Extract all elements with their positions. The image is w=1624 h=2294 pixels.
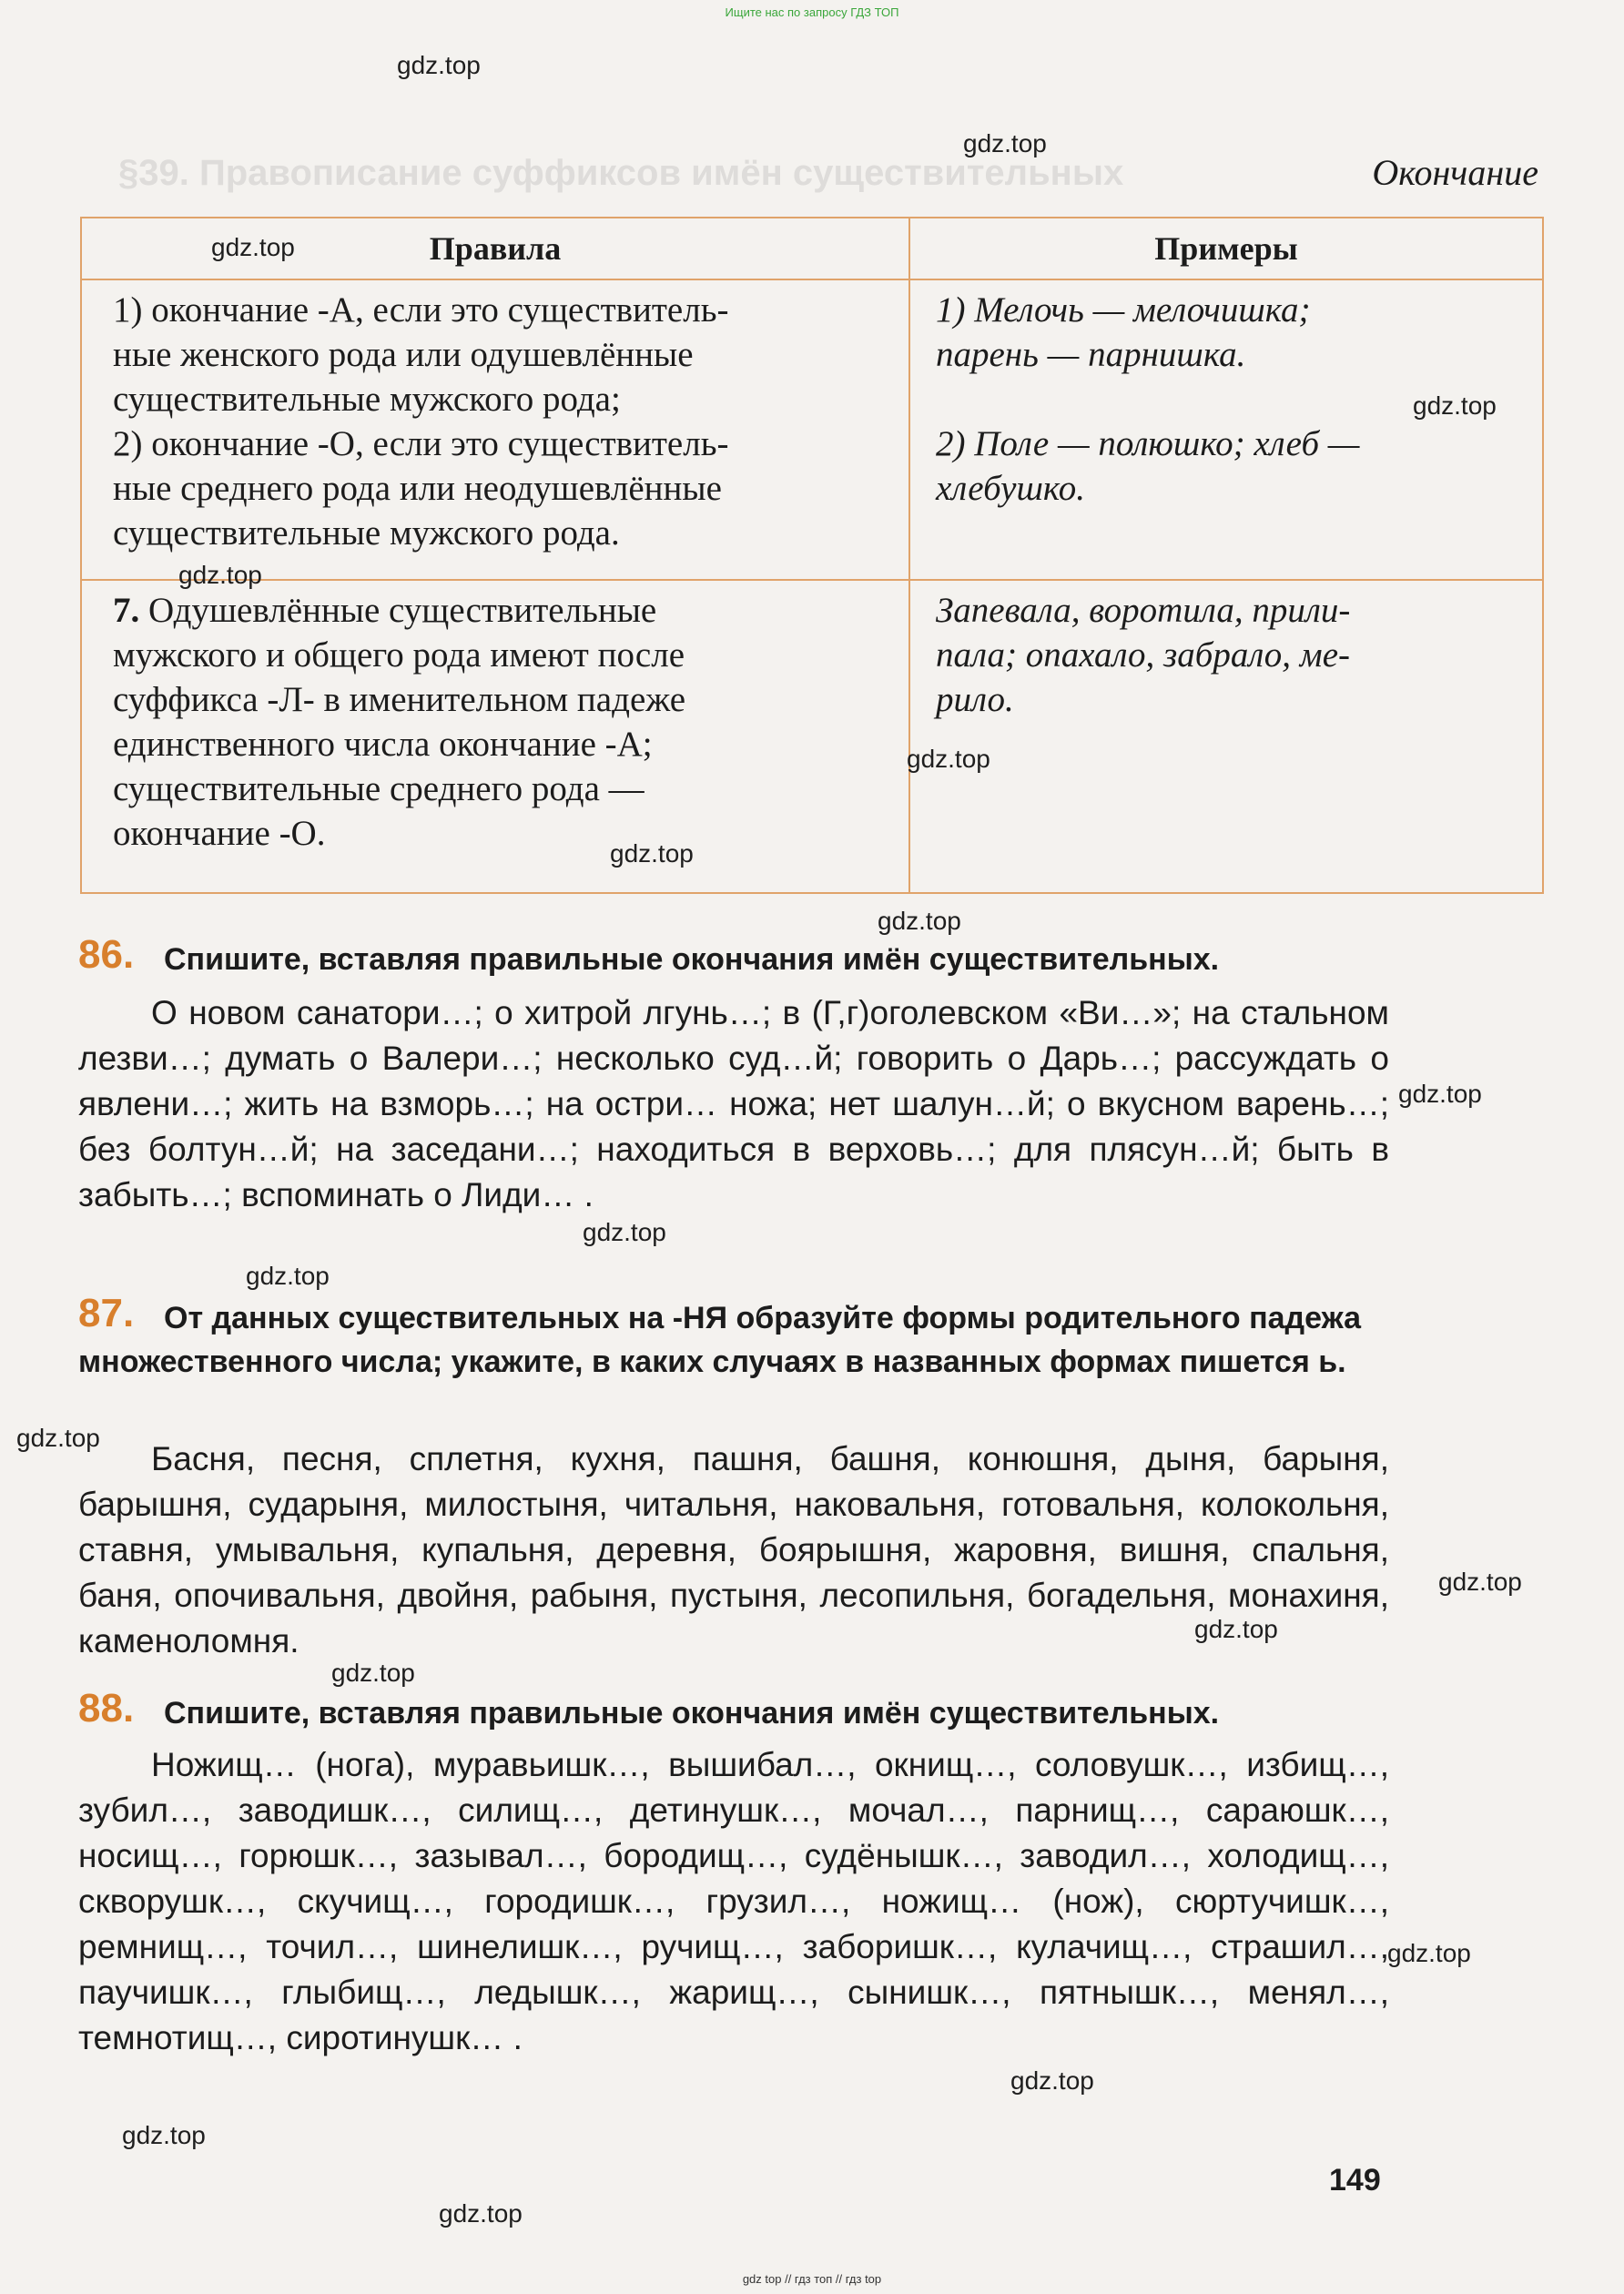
exercise-text: О новом санатори…; о хитрой лгунь…; в (Г,г)оголевском «Ви…»; на стальном лезви…; думать о Валери…; несколько суд…й; говорить о Дарь…; рассуждать о явлени…; жить на взморь…; на остри… ножа; нет шалун…й; о вкусном варень…; без болтун…й; на заседани…; находиться в верховь…; для плясун…й; быть в забыть…; вспоминать о Лиди… . xyxy=(78,994,1389,1213)
rule-cell xyxy=(81,580,909,893)
rule-line: ные женского рода или одушевлённые xyxy=(113,335,694,374)
watermark: gdz.top xyxy=(1438,1568,1522,1596)
rule-number: 7. xyxy=(113,591,140,630)
rule-line: существительные мужского рода. xyxy=(113,513,620,553)
exercise-task: Спишите, вставляя правильные окончания имён существительных. xyxy=(164,942,1220,977)
rule-line: существительные мужского рода; xyxy=(113,380,621,419)
watermark: gdz.top xyxy=(439,2199,523,2228)
example-cell xyxy=(909,279,1543,580)
header-examples: Примеры xyxy=(909,218,1543,279)
rule-line: 1) окончание -А, если это существитель- xyxy=(113,290,729,330)
watermark: gdz.top xyxy=(397,51,481,79)
exercise-number: 88. xyxy=(78,1686,135,1731)
background-heading: §39. Правописание суффиксов имён существительных xyxy=(118,153,1124,193)
table-header-row xyxy=(81,218,1543,279)
watermark: gdz.top xyxy=(1398,1080,1482,1108)
page-number: 149 xyxy=(1329,2163,1381,2198)
example-line: Запевала, воротила, прили- xyxy=(936,591,1351,630)
watermark: gdz.top xyxy=(1387,1939,1471,1967)
watermark: gdz.top xyxy=(963,129,1047,157)
example-line: парень — парнишка. xyxy=(936,335,1246,374)
rule-line: суффикса -Л- в именительном падеже xyxy=(113,680,686,719)
rule-line: существительные среднего рода — xyxy=(113,769,645,808)
rule-text: Одушевлённые существительные xyxy=(148,591,657,630)
exercise-text: Басня, песня, сплетня, кухня, пашня, башня, конюшня, дыня, барыня, барышня, сударыня, милостыня, читальня, наковальня, готовальня, колокольня, ставня, умывальня, купальня, деревня, боярышня, жаровня, вишня, спальня, баня, опочивальня, двойня, рабыня, пустыня, лесопильня, богадельня, монахиня, каменоломня. xyxy=(78,1440,1389,1660)
watermark: gdz.top xyxy=(907,745,990,773)
exercise-task: От данных существительных на -НЯ образуйте формы родительного падежа множественного числа; укажите, в каких случаях в названных формах пишется ь. xyxy=(78,1301,1362,1379)
watermark: gdz.top xyxy=(178,561,262,589)
bottom-note: gdz top // гдз топ // гдз top xyxy=(742,2272,882,2286)
example-line: рило. xyxy=(936,680,1014,719)
section-label: Окончание xyxy=(1372,152,1538,193)
top-note: Ищите нас по запросу ГДЗ ТОП xyxy=(725,5,899,19)
table-row xyxy=(81,580,1543,893)
rule-line: ные среднего рода или неодушевлённые xyxy=(113,469,722,508)
watermark: gdz.top xyxy=(16,1424,100,1452)
watermark: gdz.top xyxy=(331,1659,415,1687)
rule-line: 2) окончание -О, если это существитель- xyxy=(113,424,729,463)
watermark: gdz.top xyxy=(878,907,961,935)
rule-line: окончание -О. xyxy=(113,814,326,853)
watermark: gdz.top xyxy=(1194,1615,1278,1643)
rule-line xyxy=(113,588,892,633)
example-line: 1) Мелочь — мелочишка; xyxy=(936,290,1311,330)
exercise-number: 86. xyxy=(78,932,135,977)
watermark: gdz.top xyxy=(246,1262,330,1290)
exercise-text: Ножищ… (нога), муравьишк…, вышибал…, окнищ…, соловушк…, избищ…, зубил…, заводишк…, силищ…, детинушк…, мочал…, парнищ…, сараюшк…, носищ…, горюшк…, зазывал…, бородищ…, судёнышк…, заводил…, холодищ…, скворушк…, скучищ…, городишк…, грузил…, ножищ… (нож), сюртучишк…, ремнищ…, точил…, шинелишк…, ручищ…, заборишк…, кулачищ…, страшил…, паучишк…, глыбищ…, ледышк…, жарищ…, сынишк…, пятнышк…, менял…, темнотищ…, сиротинушк… . xyxy=(78,1746,1389,2056)
rule-cell xyxy=(81,279,909,580)
watermark: gdz.top xyxy=(122,2121,206,2149)
exercise-task: Спишите, вставляя правильные окончания имён существительных. xyxy=(164,1696,1220,1731)
rules-table xyxy=(80,217,1544,894)
watermark: gdz.top xyxy=(211,233,295,261)
header-rules: Правила xyxy=(81,218,909,279)
watermark: gdz.top xyxy=(1413,391,1497,420)
rule-line: мужского и общего рода имеют после xyxy=(113,635,685,675)
watermark: gdz.top xyxy=(1010,2066,1094,2095)
watermark: gdz.top xyxy=(610,839,694,868)
example-cell xyxy=(909,580,1543,893)
example-line: 2) Поле — полюшко; хлеб — xyxy=(936,424,1360,463)
exercise-number: 87. xyxy=(78,1291,135,1335)
table-row xyxy=(81,279,1543,580)
watermark: gdz.top xyxy=(583,1218,666,1246)
example-line: пала; опахало, забрало, ме- xyxy=(936,635,1350,675)
example-line: хлебушко. xyxy=(936,469,1085,508)
rule-line: единственного числа окончание -А; xyxy=(113,725,653,764)
